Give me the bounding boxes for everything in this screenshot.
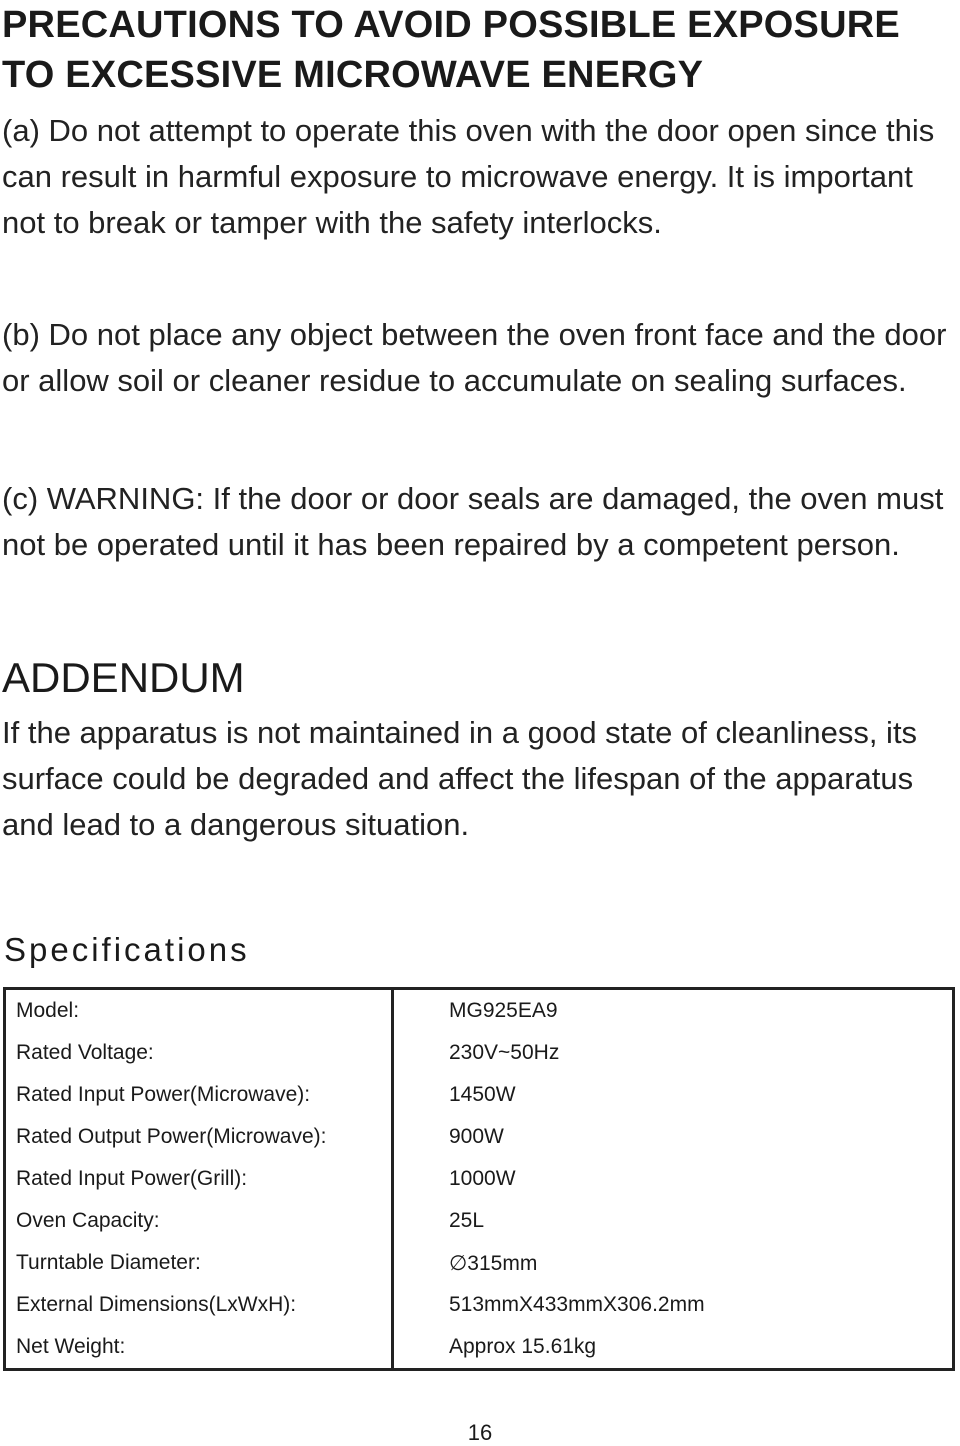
spec-label: Net Weight: [5, 1326, 393, 1370]
page-number: 16 [467, 1420, 493, 1445]
table-row [5, 1284, 954, 1326]
addendum-title: ADDENDUM [2, 654, 245, 701]
spec-value: 900W [449, 1125, 504, 1148]
spec-value: Approx 15.61kg [449, 1335, 597, 1358]
precaution-c-warning: (c) WARNING: If the door or door seals are damaged, the oven must not be operated until it has been repaired by a competent person. [2, 481, 944, 562]
precautions-heading [2, 0, 952, 100]
precaution-b: (b) Do not place any object between the oven front face and the door or allow soil or cleaner residue to accumulate on sealing surfaces. [2, 317, 947, 398]
table-row [5, 1200, 954, 1242]
spec-value: 230V~50Hz [449, 1041, 560, 1064]
spec-label: Oven Capacity: [5, 1200, 393, 1242]
spec-label: Rated Output Power(Microwave): [5, 1116, 393, 1158]
precaution-a: (a) Do not attempt to operate this oven with the door open since this can result in harmful exposure to microwave energy. It is important not to break or tamper with the safety interlocks. [2, 113, 935, 240]
table-row [5, 1074, 954, 1116]
addendum-text: If the apparatus is not maintained in a good state of cleanliness, its surface could be degraded and affect the lifespan of the apparatus and lead to a dangerous situation. [2, 715, 918, 842]
table-row [5, 1158, 954, 1200]
table-row [5, 1116, 954, 1158]
spec-value: ∅315mm [449, 1251, 538, 1275]
table-row [5, 1326, 954, 1370]
table-row [5, 989, 954, 1033]
spec-label: External Dimensions(LxWxH): [5, 1284, 393, 1326]
spec-label: Rated Input Power(Microwave): [5, 1074, 393, 1116]
spec-label: Rated Input Power(Grill): [5, 1158, 393, 1200]
table-row [5, 1032, 954, 1074]
heading-line-2: TO EXCESSIVE MICROWAVE ENERGY [2, 54, 704, 96]
table-row [5, 1242, 954, 1284]
spec-value: 513mmX433mmX306.2mm [449, 1293, 705, 1316]
spec-label: Turntable Diameter: [5, 1242, 393, 1284]
spec-value: 25L [449, 1209, 485, 1232]
specifications-title: Specifications [4, 931, 250, 968]
spec-label: Model: [5, 989, 393, 1033]
spec-value: 1000W [449, 1167, 516, 1190]
heading-line-1: PRECAUTIONS TO AVOID POSSIBLE EXPOSURE [2, 4, 900, 46]
spec-label: Rated Voltage: [5, 1032, 393, 1074]
spec-value: 1450W [449, 1083, 516, 1106]
spec-value: MG925EA9 [449, 999, 558, 1022]
specifications-table [3, 987, 955, 1371]
